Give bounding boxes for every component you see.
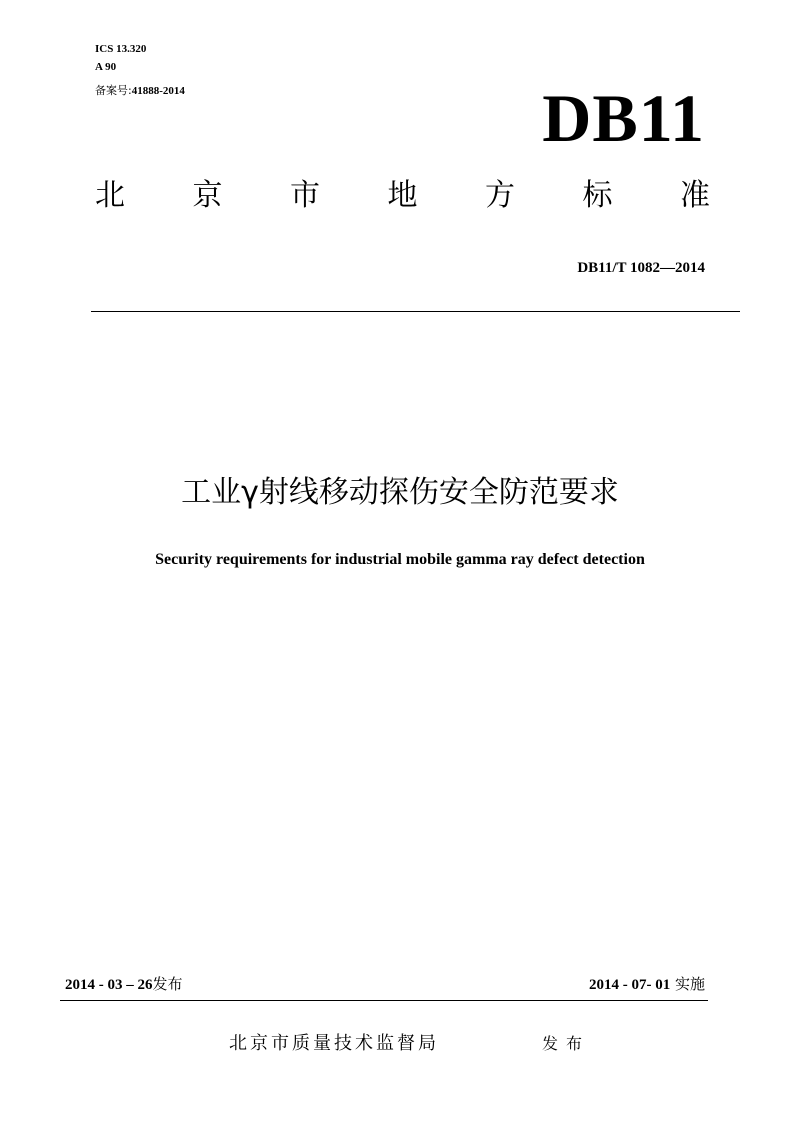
publisher-name: 北京市质量技术监督局 (229, 1033, 439, 1054)
implementation-date-label: 实施 (674, 975, 705, 993)
footer-divider (60, 1000, 708, 1001)
document-title-cn: 工业γ射线移动探伤安全防范要求 (181, 475, 619, 510)
standard-type-char: 标 (582, 178, 613, 213)
standard-type-char: 地 (387, 178, 418, 213)
record-number (95, 84, 185, 98)
standard-type-char: 京 (192, 178, 223, 213)
issue-date-value: 2014 - 03 – 26 (65, 977, 153, 993)
standard-type-char: 方 (485, 178, 515, 213)
db-logo: DB11 (542, 80, 705, 156)
ics-code: ICS 13.320 (95, 43, 147, 55)
standard-number: DB11/T 1082—2014 (577, 260, 705, 276)
standard-type-char: 准 (680, 178, 710, 213)
standard-type-char: 市 (290, 178, 320, 213)
implementation-date-value: 2014 - 07- 01 (588, 977, 671, 993)
record-number-value: 41888-2014 (131, 85, 185, 97)
header-divider (91, 311, 740, 312)
document-title-en: Security requirements for industrial mobile gamma ray defect detection (155, 551, 645, 568)
issue-date (65, 972, 183, 997)
standard-type-heading (95, 176, 710, 216)
ccs-code: A 90 (95, 61, 117, 73)
standard-type-char: 北 (95, 178, 125, 213)
record-number-label: 备案号: (95, 84, 132, 97)
publisher-action: 发布 (542, 1034, 591, 1053)
issue-date-label: 发布 (152, 975, 183, 993)
implementation-date (589, 972, 705, 997)
